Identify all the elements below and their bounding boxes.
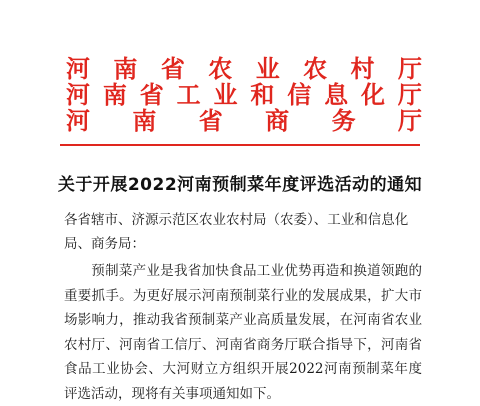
issuer-char: 省 [198,106,223,135]
issuer-char: 息 [324,80,349,109]
issuer-char: 商 [265,106,290,135]
issuer-char: 业 [213,80,238,109]
issuer-char: 农 [303,54,328,83]
issuer-header [64,56,424,134]
issuer-line-commerce [64,108,424,134]
issuer-char: 厅 [397,106,422,135]
body-paragraph [64,259,422,406]
issuer-char: 河 [66,54,90,83]
issuer-char: 工 [176,80,201,109]
body-paragraph-text: 预制菜产业是我省加快食品工业优势再造和换道领跑的重要抓手。为更好展示河南预制菜行业的发展成果，扩大市场影响力，推动我省预制菜产业高质量发展，在河南省农业农村厅、河南省工信厅、河南省商务厅联合指导下，河南省食品工业协会、大河财立方组织开展2022河南预制菜年度评选活动，现将有关事项通知如下。 [64,263,422,402]
issuer-char: 厅 [397,80,422,109]
issuer-char: 河 [66,106,90,135]
issuer-char: 南 [132,106,157,135]
issuer-char: 村 [350,54,375,83]
salutation: 各省辖市、济源示范区农业农村局（农委）、工业和信息化局、商务局： [64,212,409,252]
issuer-char: 信 [287,80,312,109]
issuer-char: 南 [113,54,138,83]
issuer-char: 业 [255,54,280,83]
issuer-line-agriculture [64,56,424,82]
issuer-char: 河 [66,80,90,109]
issuer-char: 农 [208,54,233,83]
document-title: 关于开展2022河南预制菜年度评选活动的通知 [57,175,423,195]
issuer-char: 和 [250,80,275,109]
issuer-char: 厅 [397,54,422,83]
issuer-line-industry [64,82,424,108]
header-divider [60,144,420,146]
issuer-char: 务 [331,106,356,135]
issuer-char: 省 [160,54,185,83]
issuer-char: 省 [139,80,164,109]
issuer-char: 南 [102,80,127,109]
issuer-char: 化 [361,80,385,109]
